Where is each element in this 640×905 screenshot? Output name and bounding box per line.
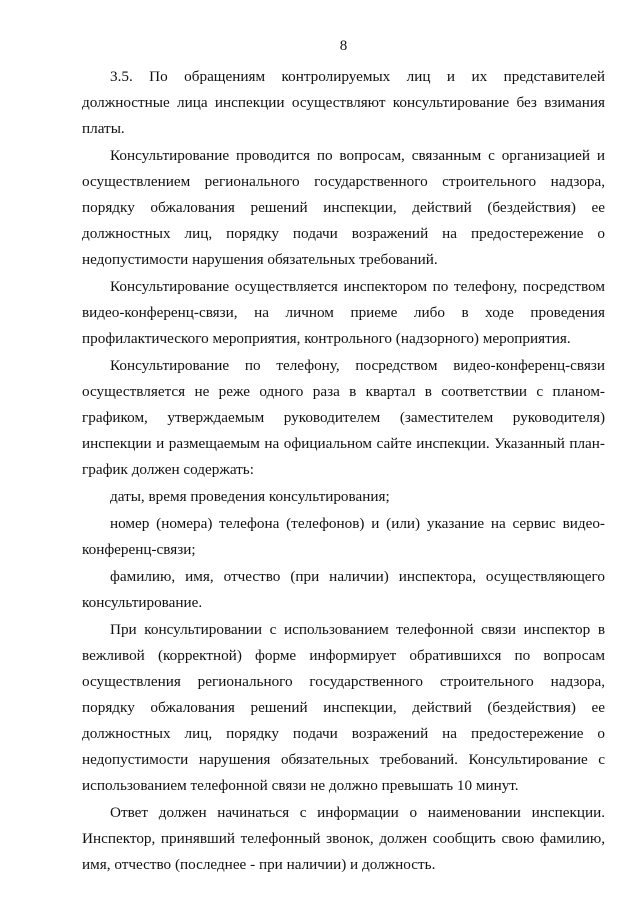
paragraph-consulting-topics: Консультирование проводится по вопросам, связанным с организацией и осуществлением регионального государственного строительного надзора, порядку обжалования решений инспекции, действий (бездействия) ее должностных лиц, порядку подачи возражений на предостережение о недопустимости нарушения обязательных требований. bbox=[82, 147, 605, 268]
list-item-inspector-name: фамилию, имя, отчество (при наличии) инспектора, осуществляющего консультирование. bbox=[82, 568, 605, 611]
paragraph-consulting-methods: Консультирование осуществляется инспектором по телефону, посредством видео-конференц-связи, на личном приеме либо в ходе проведения профилактического мероприятия, контрольного (надзорного) мероприятия. bbox=[82, 278, 605, 347]
paragraph-answer-requirements: Ответ должен начинаться с информации о наименовании инспекции. Инспектор, принявший телефонный звонок, должен сообщить свою фамилию, имя, отчество (последнее - при наличии) и должность. bbox=[82, 804, 605, 873]
document-body bbox=[82, 64, 605, 879]
list-item-phone-numbers: номер (номера) телефона (телефонов) и (или) указание на сервис видео-конференц-связи; bbox=[82, 515, 605, 558]
paragraph-phone-consulting: При консультировании с использованием телефонной связи инспектор в вежливой (корректной) форме информирует обратившихся по вопросам осуществления регионального государственного строительного надзора, порядку обжалования решений инспекции, действий (бездействия) ее должностных лиц, порядку подачи возражений на предостережение о недопустимости нарушения обязательных требований. Консультирование с использованием телефонной связи не должно превышать 10 минут. bbox=[82, 621, 605, 794]
page-number: 8 bbox=[339, 38, 348, 54]
paragraph-3-5: 3.5. По обращениям контролируемых лиц и их представителей должностные лица инспекции осуществляют консультирование без взимания платы. bbox=[82, 68, 605, 137]
list-item-dates: даты, время проведения консультирования; bbox=[110, 488, 390, 505]
paragraph-consulting-schedule: Консультирование по телефону, посредством видео-конференц-связи осуществляется не реже одного раза в квартал в соответствии с планом-графиком, утверждаемым руководителем (заместителем руководителя) инспекции и размещаемым на официальном сайте инспекции. Указанный план-график должен содержать: bbox=[82, 357, 605, 478]
